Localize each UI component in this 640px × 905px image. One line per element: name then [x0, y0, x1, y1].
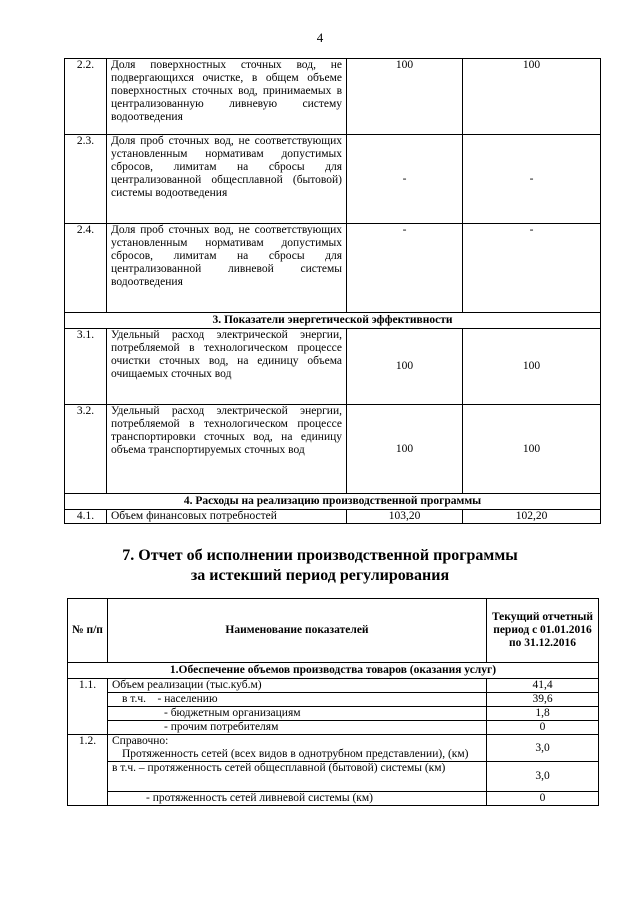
header-row [68, 599, 599, 663]
table-row [65, 135, 601, 224]
indicators-table [64, 58, 601, 524]
indicator-name: Удельный расход электрической энергии, потребляемой в технологическом процессе очистки сточных вод, на единицу объема очищаемых сточных вод [107, 329, 347, 405]
section-row [65, 494, 601, 510]
value-fact: 102,20 [463, 510, 601, 524]
heading-line: за истекший период регулирования [190, 567, 450, 584]
table-row [68, 721, 599, 735]
indicator-text: Протяженность сетей (всех видов в однотрубном представлении), (км) [122, 748, 469, 760]
section-row [65, 313, 601, 329]
value-fact: 100 [463, 59, 601, 135]
indicator-value: 1,8 [487, 707, 599, 721]
value-plan: 100 [347, 329, 463, 405]
table-row [68, 707, 599, 721]
indicator-name: Объем финансовых потребностей [107, 510, 347, 524]
table-row [68, 679, 599, 693]
table-row [68, 762, 599, 792]
indicator-name: Доля поверхностных сточных вод, не подвергающихся очистке, в общем объеме поверхностных сточных вод, принимаемых в централизованную ливневую систему водоотведения [107, 59, 347, 135]
row-number: 1.2. [68, 735, 108, 806]
indicator-value: 3,0 [487, 762, 599, 792]
section-heading [0, 546, 640, 586]
row-number: 1.1. [68, 679, 108, 735]
column-header-number: № п/п [68, 599, 108, 663]
value-plan: - [347, 135, 463, 224]
value-fact: 100 [463, 405, 601, 494]
value-fact: - [463, 135, 601, 224]
table-row [68, 693, 599, 707]
indicator-name: Удельный расход электрической энергии, потребляемой в технологическом процессе транспортировки сточных вод, на единицу объема транспортируемых сточных вод [107, 405, 347, 494]
report-table [67, 598, 599, 806]
indicator-name: - протяженность сетей ливневой системы (км) [108, 792, 487, 806]
indicator-value: 41,4 [487, 679, 599, 693]
indicator-value: 3,0 [487, 735, 599, 762]
indicator-name: в т.ч. - населению [108, 693, 487, 707]
table-row [65, 59, 601, 135]
section-row [68, 663, 599, 679]
value-plan: 100 [347, 405, 463, 494]
row-number: 2.3. [65, 135, 107, 224]
indicator-value: 0 [487, 721, 599, 735]
indicator-value: 0 [487, 792, 599, 806]
indicator-value: 39,6 [487, 693, 599, 707]
row-number: 4.1. [65, 510, 107, 524]
table-row [65, 329, 601, 405]
indicator-name: Доля проб сточных вод, не соответствующих установленным нормативам допустимых сбросов, лимитам на сбросы для централизованной ливневой системы водоотведения [107, 224, 347, 313]
section-title: 4. Расходы на реализацию производственной программы [65, 494, 601, 510]
indicator-name: - бюджетным организациям [108, 707, 487, 721]
reference-label: Справочно: [112, 735, 169, 747]
row-number: 3.1. [65, 329, 107, 405]
value-plan: - [347, 224, 463, 313]
indicator-name: - прочим потребителям [108, 721, 487, 735]
section-title: 1.Обеспечение объемов производства товаров (оказания услуг) [68, 663, 599, 679]
table-row [65, 224, 601, 313]
table-row [65, 510, 601, 524]
table-row [68, 792, 599, 806]
page-number: 4 [316, 30, 324, 45]
row-number: 2.4. [65, 224, 107, 313]
section-title: 3. Показатели энергетической эффективности [65, 313, 601, 329]
value-fact: 100 [463, 329, 601, 405]
table-row [68, 735, 599, 762]
indicator-name: Доля проб сточных вод, не соответствующих установленным нормативам допустимых сбросов, лимитам на сбросы для централизованной общесплавной (бытовой) системы водоотведения [107, 135, 347, 224]
column-header-period: Текущий отчетный период с 01.01.2016 по 31.12.2016 [487, 599, 599, 663]
column-header-name: Наименование показателей [108, 599, 487, 663]
value-plan: 103,20 [347, 510, 463, 524]
row-number: 2.2. [65, 59, 107, 135]
indicator-name: Объем реализации (тыс.куб.м) [108, 679, 487, 693]
row-number: 3.2. [65, 405, 107, 494]
value-plan: 100 [347, 59, 463, 135]
value-fact: - [463, 224, 601, 313]
heading-line: 7. Отчет об исполнении производственной программы [122, 547, 518, 564]
indicator-name [108, 735, 487, 762]
indicator-name: в т.ч. – протяженность сетей общесплавной (бытовой) системы (км) [108, 762, 487, 792]
table-row [65, 405, 601, 494]
